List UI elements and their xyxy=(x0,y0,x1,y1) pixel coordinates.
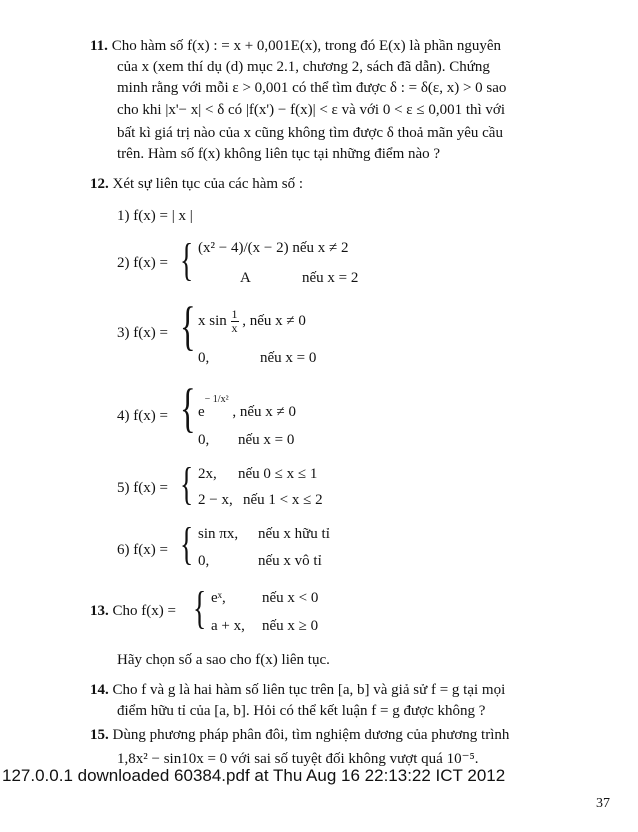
function-6-case-2-cond: nếu x vô tỉ xyxy=(258,553,322,569)
exercise-number: 13. xyxy=(90,603,109,619)
function-5-case-1-value: 2x, xyxy=(198,466,217,482)
brace-icon: { xyxy=(180,296,196,356)
function-6-case-1-value: sin πx, xyxy=(198,526,239,542)
exercise-13 xyxy=(90,603,176,620)
exercise-14 xyxy=(90,680,505,700)
function-6-case-1-cond: nếu x hữu tỉ xyxy=(258,526,330,542)
case-expression: x sin xyxy=(198,312,227,329)
denominator: x xyxy=(231,321,238,335)
function-3-lhs: 3) f(x) = xyxy=(117,325,168,341)
paragraph-line: bất kì giá trị nào của x cũng không tìm được δ thoả mãn yêu cầu xyxy=(117,125,503,141)
brace-icon: { xyxy=(180,378,196,438)
exponent: − 1/x² xyxy=(204,394,229,405)
paragraph-line: minh rằng với mỗi ε > 0,001 có thể tìm được δ : = δ(ε, x) > 0 sao xyxy=(117,80,507,96)
function-5-case-2-value: 2 − x, xyxy=(198,492,233,508)
brace-icon: { xyxy=(180,518,194,569)
function-13-case-2-cond: nếu x ≥ 0 xyxy=(262,618,319,634)
paragraph-line: 1,8x² − sin10x = 0 với sai số tuyệt đối không vượt quá 10⁻⁵. xyxy=(117,751,479,767)
case-condition: , nếu x ≠ 0 xyxy=(242,312,306,329)
function-6-case-2-value: 0, xyxy=(198,553,210,569)
exercise-number: 14. xyxy=(90,682,109,698)
brace-icon: { xyxy=(193,582,207,633)
function-1: 1) f(x) = | x | xyxy=(117,208,193,224)
function-3-case-2-value: 0, xyxy=(198,350,210,366)
paragraph-line: của x (xem thí dụ (d) mục 2.1, chương 2, sách đã dẫn). Chứng xyxy=(117,59,490,75)
function-5-case-1-cond: nếu 0 ≤ x ≤ 1 xyxy=(238,466,318,482)
function-4-lhs: 4) f(x) = xyxy=(117,408,168,424)
case-condition: , nếu x ≠ 0 xyxy=(232,404,296,420)
exercise-title: Xét sự liên tục của các hàm số : xyxy=(112,176,304,192)
download-footer: 127.0.0.1 downloaded 60384.pdf at Thu Aug 16 22:13:22 ICT 2012 xyxy=(2,766,506,785)
exercise-11 xyxy=(90,36,590,56)
paragraph-line: Cho hàm số f(x) : = x + 0,001E(x), trong đó E(x) là phần nguyên xyxy=(111,38,502,54)
function-4-case-2-cond: nếu x = 0 xyxy=(238,432,295,448)
exercise-number: 12. xyxy=(90,176,109,192)
function-2-lhs: 2) f(x) = xyxy=(117,255,168,271)
brace-icon: { xyxy=(180,234,194,285)
fraction xyxy=(231,308,239,335)
exercise-15 xyxy=(90,725,509,745)
function-2-case-2-cond: nếu x = 2 xyxy=(302,270,359,286)
function-3-case-1 xyxy=(198,308,306,335)
exercise-13-text: Hãy chọn số a sao cho f(x) liên tục. xyxy=(117,652,330,668)
function-6-lhs: 6) f(x) = xyxy=(117,542,168,558)
function-13-lhs: Cho f(x) = xyxy=(112,603,176,619)
paragraph-line: Cho f và g là hai hàm số liên tục trên [a, b] và giả sử f = g tại mọi xyxy=(112,682,506,698)
paragraph-line: điểm hữu tỉ của [a, b]. Hỏi có thể kết luận f = g được không ? xyxy=(117,703,486,719)
function-13-case-2-value: a + x, xyxy=(211,618,245,634)
function-3-case-2-cond: nếu x = 0 xyxy=(260,350,317,366)
paragraph-line: cho khi |x'− x| < δ có |f(x') − f(x)| < ε và với 0 < ε ≤ 0,001 thì với xyxy=(117,102,506,118)
function-5-lhs: 5) f(x) = xyxy=(117,480,168,496)
function-2-case-1: (x² − 4)/(x − 2) nếu x ≠ 2 xyxy=(198,240,349,256)
brace-icon: { xyxy=(180,458,194,509)
exercise-12 xyxy=(90,174,303,194)
page-number: 37 xyxy=(596,796,610,811)
function-13-case-1-value: eˣ, xyxy=(211,590,226,606)
exercise-number: 11. xyxy=(90,38,108,54)
function-5-case-2-cond: nếu 1 < x ≤ 2 xyxy=(243,492,323,508)
function-2-case-2-value: A xyxy=(240,270,251,286)
function-4-case-1 xyxy=(198,394,296,421)
paragraph-line: Dùng phương pháp phân đôi, tìm nghiệm dương của phương trình xyxy=(112,727,510,743)
exercise-number: 15. xyxy=(90,727,109,743)
case-expression: e xyxy=(198,404,205,420)
function-13-case-1-cond: nếu x < 0 xyxy=(262,590,319,606)
function-4-case-2-value: 0, xyxy=(198,432,210,448)
paragraph-line: trên. Hàm số f(x) không liên tục tại những điểm nào ? xyxy=(117,146,441,162)
numerator: 1 xyxy=(231,307,238,321)
